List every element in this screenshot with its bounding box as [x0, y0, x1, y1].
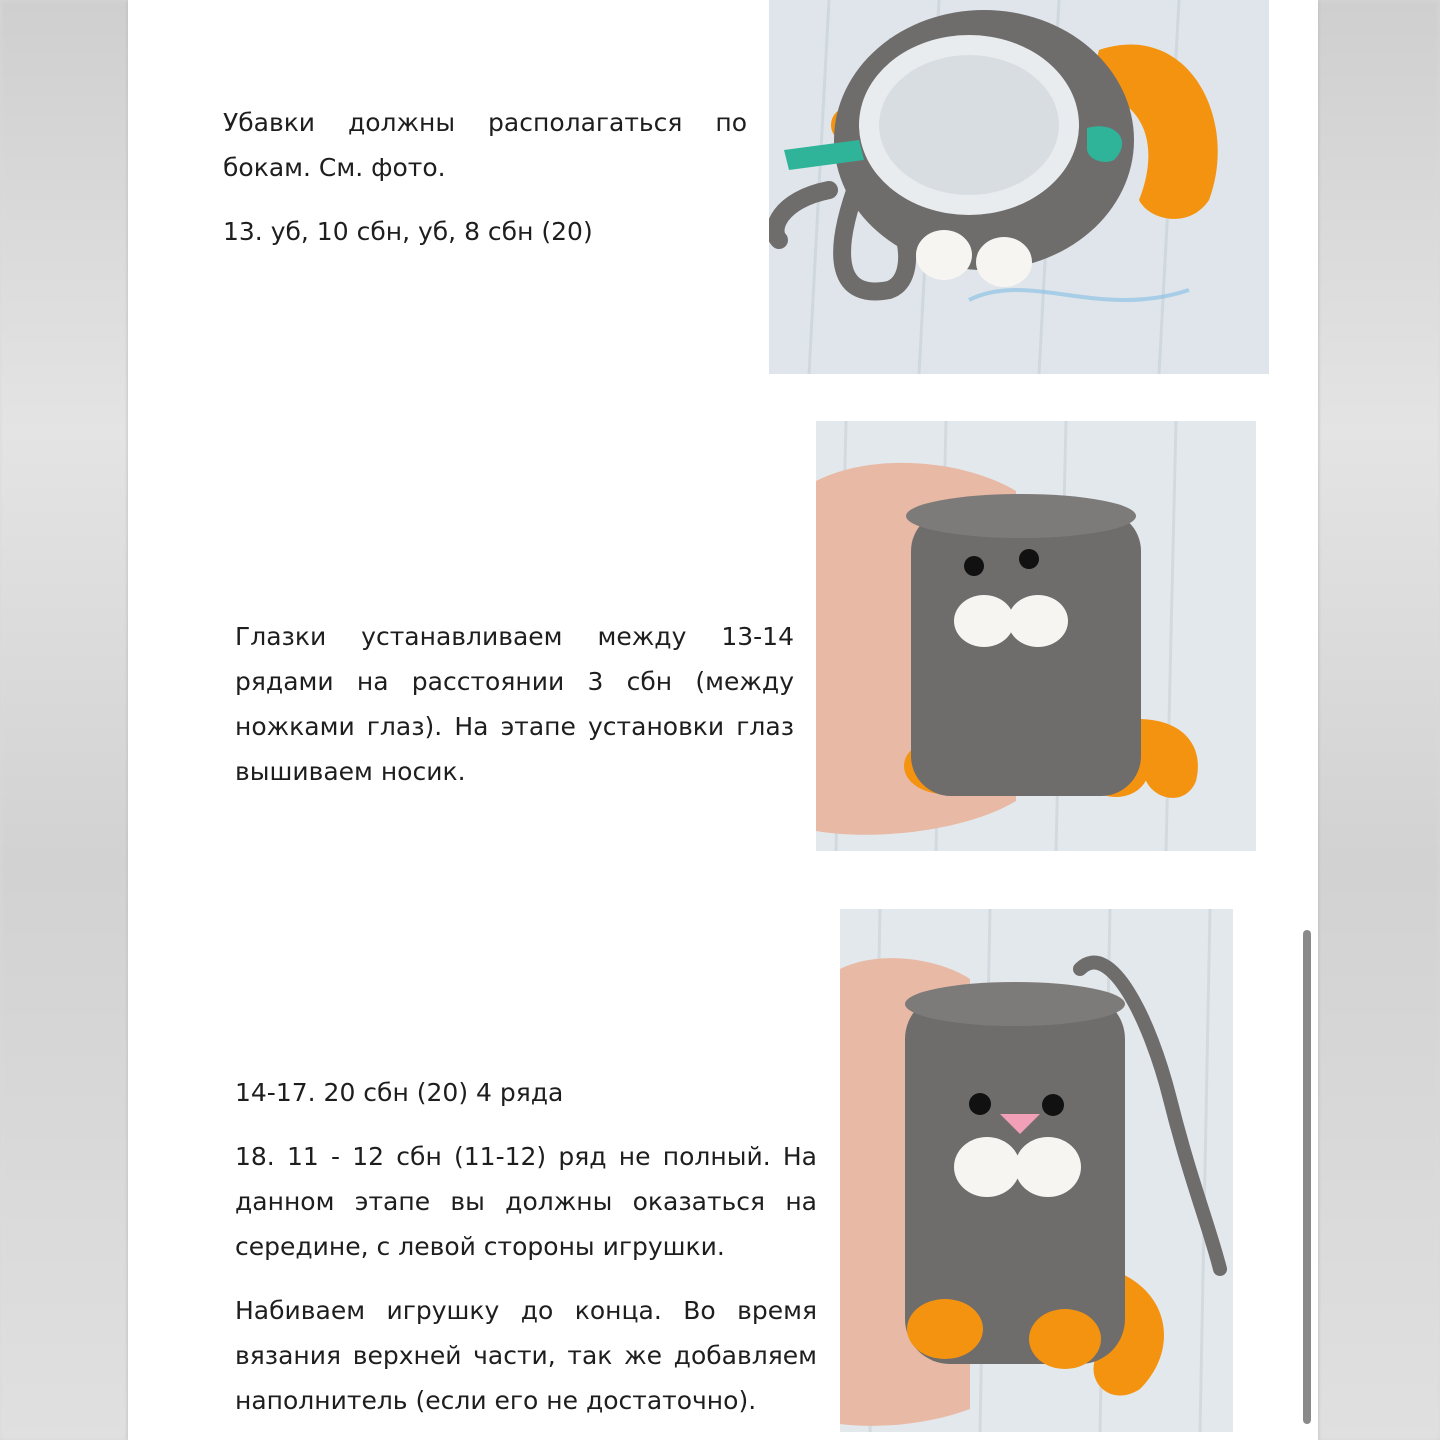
crochet-body-with-nose-photo-icon	[840, 909, 1233, 1432]
section-1-text	[223, 100, 747, 254]
background-left-blur	[0, 0, 128, 1440]
paragraph-row-18: 18. 11 - 12 сбн (11-12) ряд не полный. На данном этапе вы должны оказаться на середине, с левой стороны игрушки.	[235, 1142, 817, 1261]
photo-body-with-nose	[840, 909, 1233, 1432]
paragraph-rows-14-17: 14-17. 20 сбн (20) 4 ряда	[235, 1078, 564, 1107]
paragraph-eyes-placement: Глазки устанавливаем между 13-14 рядами на расстоянии 3 сбн (между ножками глаз). На этапе установки глаз вышиваем носик.	[235, 622, 794, 786]
background-right-blur	[1318, 0, 1440, 1440]
photo-body-with-eyes	[816, 421, 1256, 851]
crochet-body-top-view-photo-icon	[769, 0, 1269, 374]
section-3-text	[235, 1070, 817, 1423]
paragraph-stuffing: Набиваем игрушку до конца. Во время вязания верхней части, так же добавляем наполнитель (если его не достаточно).	[235, 1296, 817, 1415]
scrollbar-thumb[interactable]	[1303, 930, 1311, 1424]
photo-body-top-view	[769, 0, 1269, 374]
paragraph-row-13: 13. уб, 10 сбн, уб, 8 сбн (20)	[223, 217, 593, 246]
section-2-text	[235, 614, 794, 794]
crochet-body-with-eyes-photo-icon	[816, 421, 1256, 851]
paragraph-decreases-sides: Убавки должны располагаться по бокам. См. фото.	[223, 108, 747, 182]
